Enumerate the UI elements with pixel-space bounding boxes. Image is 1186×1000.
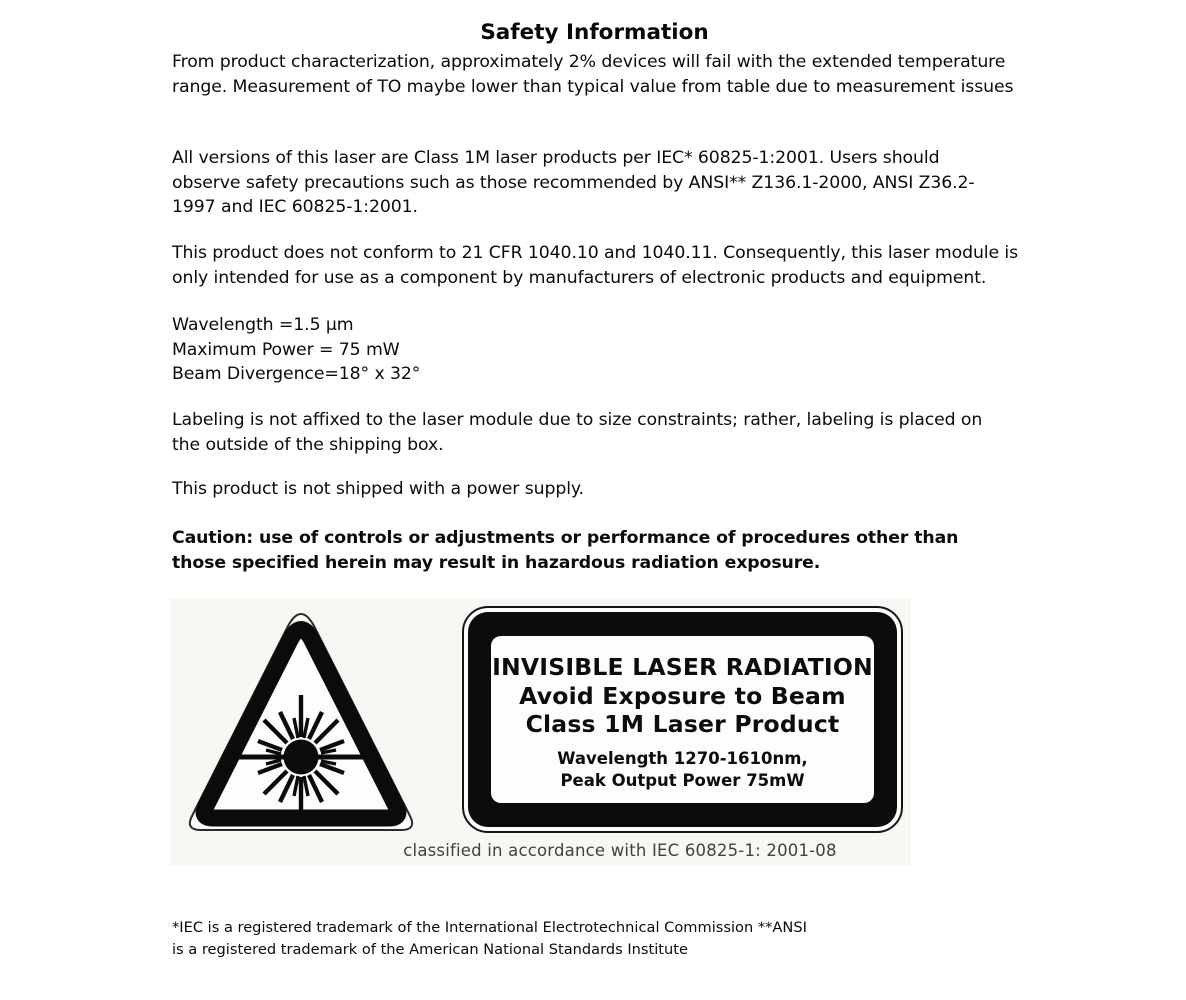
- text-line: This product is not shipped with a power supply.: [172, 479, 584, 499]
- footnote-line: *IEC is a registered trademark of the International Electrotechnical Commission **ANSI: [172, 919, 807, 936]
- paragraph-conformance: [172, 241, 1032, 290]
- text-line: 1997 and IEC 60825-1:2001.: [172, 197, 418, 217]
- paragraph-class1m: [172, 146, 1032, 220]
- label-line-peak-power: Peak Output Power 75mW: [560, 771, 805, 790]
- label-line-radiation: INVISIBLE LASER RADIATION: [492, 653, 873, 681]
- paragraph-labeling: [172, 408, 1032, 457]
- warning-label-figure: [170, 598, 911, 866]
- text-line: All versions of this laser are Class 1M laser products per IEC* 60825-1:2001. Users should: [172, 148, 940, 168]
- page-title: Safety Information: [480, 20, 709, 45]
- label-line-avoid: Avoid Exposure to Beam: [519, 681, 846, 710]
- text-line: those specified herein may result in hazardous radiation exposure.: [172, 552, 821, 573]
- label-line-wavelength: Wavelength 1270-1610nm,: [557, 748, 808, 768]
- paragraph-intro: [172, 50, 1032, 99]
- label-line-class: Class 1M Laser Product: [525, 710, 840, 738]
- laser-class-label-frame: [468, 612, 897, 827]
- text-line: only intended for use as a component by manufacturers of electronic products and equipment.: [172, 267, 987, 288]
- paragraph-caution: [172, 526, 1032, 575]
- text-line: observe safety precautions such as those recommended by ANSI** Z136.1-2000, ANSI Z36.2-: [172, 172, 975, 193]
- text-line: From product characterization, approximately 2% devices will fail with the extended temperature: [172, 52, 1006, 72]
- text-line: This product does not conform to 21 CFR 1040.10 and 1040.11. Consequently, this laser module is: [172, 243, 1019, 263]
- laser-warning-triangle-icon: [176, 600, 426, 840]
- paragraph-specs: [172, 313, 1032, 387]
- spec-max-power: Maximum Power = 75 mW: [172, 339, 400, 360]
- figure-caption: classified in accordance with IEC 60825-1: 2001-08: [403, 841, 837, 860]
- text-line: range. Measurement of TO maybe lower than typical value from table due to measurement issues: [172, 76, 1014, 97]
- text-line: the outside of the shipping box.: [172, 434, 444, 455]
- spec-wavelength: Wavelength =1.5 µm: [172, 315, 354, 335]
- footnote-line: is a registered trademark of the American National Standards Institute: [172, 940, 688, 958]
- spec-beam-divergence: Beam Divergence=18° x 32°: [172, 364, 421, 384]
- paragraph-power-supply: [172, 477, 1032, 502]
- text-line: Labeling is not affixed to the laser module due to size constraints; rather, labeling is placed on: [172, 410, 983, 430]
- laser-class-label: [462, 606, 903, 833]
- text-line: Caution: use of controls or adjustments or performance of procedures other than: [172, 528, 959, 548]
- laser-class-label-panel: [491, 636, 874, 803]
- footnote: [172, 917, 807, 960]
